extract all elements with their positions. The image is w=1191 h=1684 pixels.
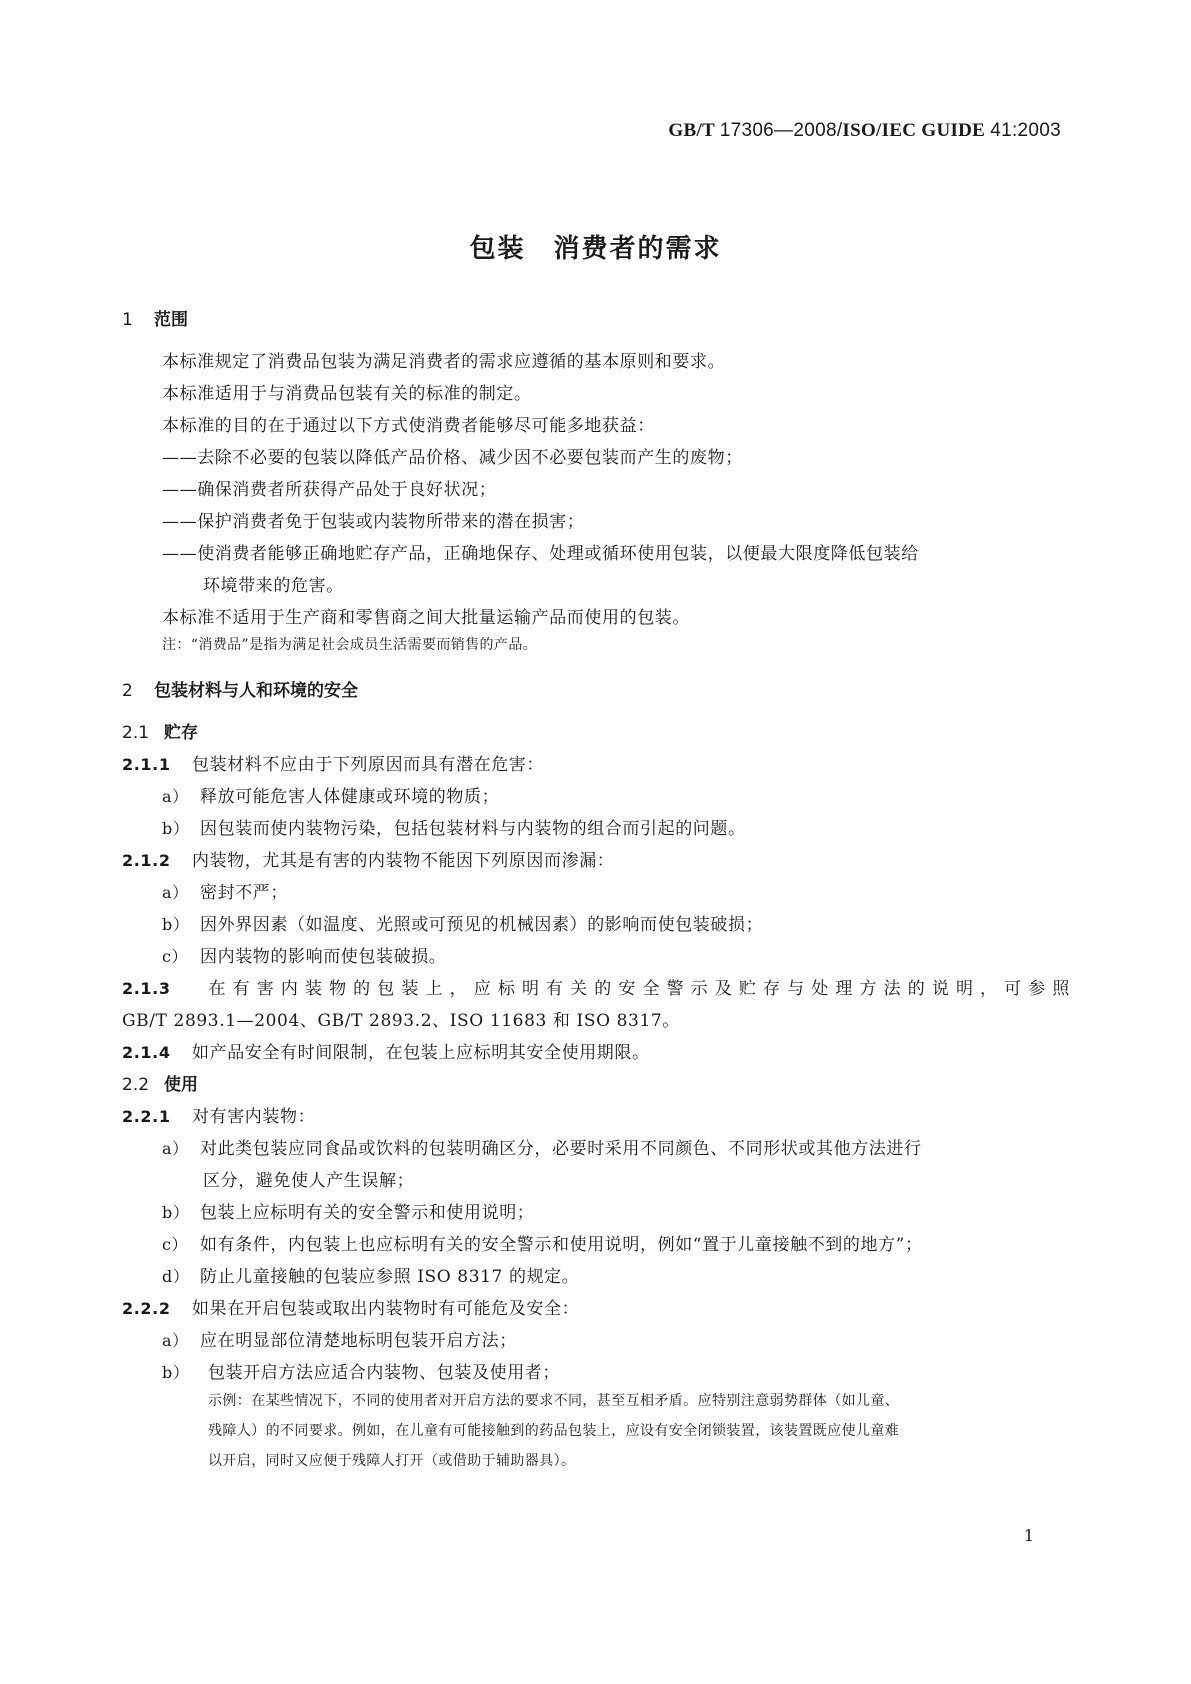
list-item: a） 应在明显部位清楚地标明包装开启方法； — [162, 1331, 517, 1351]
section-2-heading: 2 包装材料与人和环境的安全 — [122, 681, 358, 701]
list-item: b） 因外界因素（如温度、光照或可预见的机械因素）的影响而使包装破损； — [162, 915, 764, 935]
example-line: 示例：在某些情况下，不同的使用者对开启方法的要求不同，甚至互相矛盾。应特别注意弱势群体（如儿童、 — [208, 1393, 900, 1409]
list-item: c） 如有条件，内包装上也应标明有关的安全警示和使用说明，例如“置于儿童接触不到的地方”； — [162, 1235, 923, 1255]
list-item: b） 因包装而使内装物污染，包括包装材料与内装物的组合而引起的问题。 — [162, 819, 746, 839]
paragraph: 本标准不适用于生产商和零售商之间大批量运输产品而使用的包装。 — [162, 608, 690, 628]
list-item: c） 因内装物的影响而使包装破损。 — [162, 947, 447, 967]
example-line: 以开启，同时又应便于残障人打开（或借助于辅助器具）。 — [208, 1453, 576, 1469]
example-line: 残障人）的不同要求。例如，在儿童有可能接触到的药品包装上，应设有安全闭锁装置，该装置既应使儿童难 — [208, 1423, 900, 1439]
list-item: b） 包装开启方法应适合内装物、包装及使用者； — [162, 1363, 560, 1383]
list-item: a） 密封不严； — [162, 883, 288, 903]
section-2-2-heading: 2.2 使用 — [122, 1075, 198, 1095]
clause-2-1-3-continuation: GB/T 2893.1—2004、GB/T 2893.2、ISO 11683 和 ISO 8317。 — [122, 1011, 680, 1031]
list-item: b） 包装上应标明有关的安全警示和使用说明； — [162, 1203, 535, 1223]
section-2-1-heading: 2.1 贮存 — [122, 723, 198, 743]
document-title: 包装 消费者的需求 — [469, 234, 722, 264]
clause-2-1-3: 2.1.3 在有害内装物的包装上，应标明有关的安全警示及贮存与处理方法的说明，可参照 — [122, 979, 1070, 999]
paragraph: 本标准的目的在于通过以下方式使消费者能够尽可能多地获益： — [162, 416, 655, 436]
standard-code: GB/T 17306—2008/ISO/IEC GUIDE 41:2003 — [668, 120, 1061, 141]
clause-2-1-4: 2.1.4 如产品安全有时间限制，在包装上应标明其安全使用期限。 — [122, 1043, 650, 1063]
dash-item: ——去除不必要的包装以降低产品价格、减少因不必要包装而产生的废物； — [162, 448, 743, 468]
paragraph: 本标准规定了消费品包装为满足消费者的需求应遵循的基本原则和要求。 — [162, 352, 726, 372]
paragraph: 本标准适用于与消费品包装有关的标准的制定。 — [162, 384, 532, 404]
note: 注：“消费品”是指为满足社会成员生活需要而销售的产品。 — [162, 637, 538, 653]
dash-item: ——使消费者能够正确地贮存产品，正确地保存、处理或循环使用包装，以便最大限度降低包装给 — [162, 544, 919, 564]
dash-item-continuation: 环境带来的危害。 — [203, 576, 344, 596]
list-item-continuation: 区分，避免使人产生误解； — [203, 1171, 415, 1191]
list-item: d） 防止儿童接触的包装应参照 ISO 8317 的规定。 — [162, 1267, 580, 1287]
dash-item: ——确保消费者所获得产品处于良好状况； — [162, 480, 497, 500]
dash-item: ——保护消费者免于包装或内装物所带来的潜在损害； — [162, 512, 585, 532]
page-number: 1 — [1023, 1526, 1034, 1545]
list-item: a） 对此类包装应同食品或饮料的包装明确区分，必要时采用不同颜色、不同形状或其他方法进行 — [162, 1139, 922, 1159]
clause-2-1-1: 2.1.1 包装材料不应由于下列原因而具有潜在危害： — [122, 755, 544, 775]
clause-2-2-2: 2.2.2 如果在开启包装或取出内装物时有可能危及安全： — [122, 1299, 580, 1319]
clause-2-1-2: 2.1.2 内装物，尤其是有害的内装物不能因下列原因而渗漏： — [122, 851, 615, 871]
section-1-heading: 1 范围 — [122, 310, 188, 330]
list-item: a） 释放可能危害人体健康或环境的物质； — [162, 787, 500, 807]
clause-2-2-1: 2.2.1 对有害内装物： — [122, 1107, 316, 1127]
